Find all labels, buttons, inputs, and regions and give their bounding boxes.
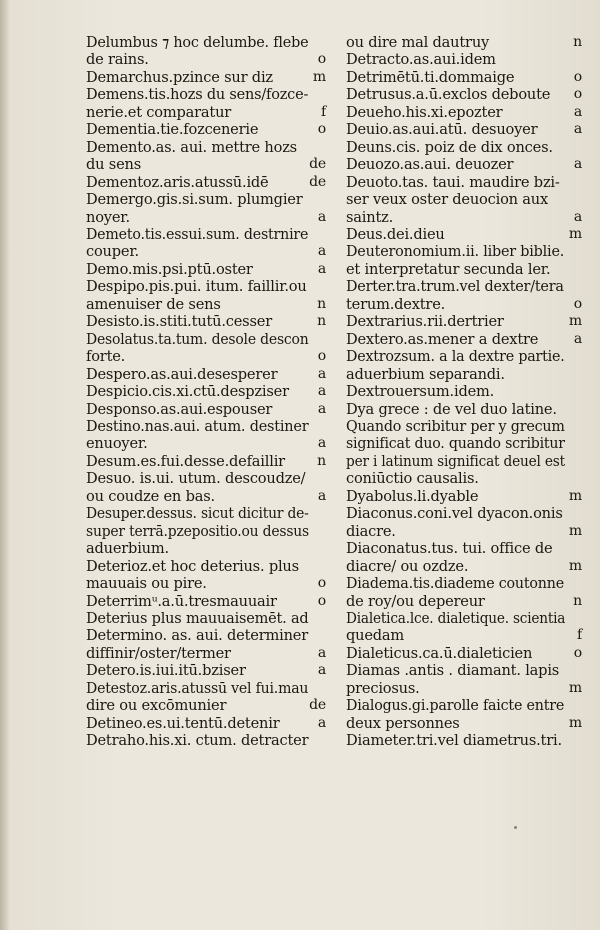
gender-marker: m — [568, 487, 582, 504]
dictionary-entry-line — [86, 680, 326, 697]
gender-marker: de — [309, 173, 326, 190]
entry-text: Detrimētū.ti.dommaige — [346, 68, 515, 86]
dictionary-entry-line — [346, 191, 582, 208]
entry-text: Deuns.cis. poiz de dix onces. — [346, 138, 553, 156]
dictionary-entry-line — [346, 488, 582, 505]
entry-text: Dyabolus.li.dyable — [346, 487, 479, 505]
dictionary-entry-line — [346, 610, 582, 627]
dictionary-entry-line — [346, 523, 582, 540]
gender-marker: m — [568, 714, 582, 731]
gender-marker: n — [317, 295, 326, 312]
gender-marker: m — [568, 225, 582, 242]
dictionary-entry-line — [86, 34, 326, 51]
entry-text: Derter.tra.trum.vel dexter/tera — [346, 278, 564, 296]
gender-marker: a — [317, 365, 326, 382]
dictionary-entry-line — [86, 348, 326, 365]
entry-text: Demo.mis.psi.ptū.oster — [86, 260, 253, 278]
dictionary-entry-line — [346, 558, 582, 575]
dictionary-entry-line — [346, 645, 582, 662]
dictionary-entry-line — [86, 261, 326, 278]
dictionary-entry-line — [346, 139, 582, 156]
gender-marker: n — [317, 452, 326, 469]
dictionary-entry-line — [346, 593, 582, 610]
entry-text: Diadema.tis.diademe coutonne — [346, 575, 564, 593]
dictionary-entry-line — [346, 331, 582, 348]
entry-text: Deuio.as.aui.atū. desuoyer — [346, 121, 538, 139]
entry-text: ou coudze en bas. — [86, 487, 215, 505]
dictionary-entry-line — [86, 366, 326, 383]
entry-text: ou dire mal dautruy — [346, 34, 490, 51]
entry-text: Despipo.pis.pui. itum. faillir.ou — [86, 278, 307, 296]
entry-text: nerie.et comparatur — [86, 103, 232, 121]
gender-marker: f — [321, 103, 326, 120]
gender-marker: m — [568, 557, 582, 574]
entry-text: saintz. — [346, 208, 394, 226]
entry-text: Detracto.as.aui.idem — [346, 51, 496, 69]
dictionary-entry-line — [346, 69, 582, 86]
entry-text: Desisto.is.stiti.tutū.cesser — [86, 313, 272, 331]
left-column — [86, 34, 326, 750]
entry-text: Desum.es.fui.desse.defaillir — [86, 452, 285, 470]
dictionary-entry-line — [86, 139, 326, 156]
dictionary-entry-line — [86, 610, 326, 627]
dictionary-entry-line — [346, 51, 582, 68]
dictionary-entry-line — [346, 697, 582, 714]
dictionary-entry-line — [86, 540, 326, 557]
entry-text: Diaconus.coni.vel dyacon.onis — [346, 505, 563, 523]
gender-marker: a — [317, 662, 326, 679]
entry-text: mauuais ou pire. — [86, 575, 207, 593]
entry-text: Deuozo.as.aui. deuozer — [346, 156, 514, 174]
dictionary-entry-line — [86, 226, 326, 243]
dictionary-entry-line — [86, 209, 326, 226]
gender-marker: m — [568, 679, 582, 696]
dictionary-entry-line — [86, 383, 326, 400]
dictionary-entry-line — [346, 435, 582, 452]
dictionary-entry-line — [86, 331, 326, 348]
gender-marker: a — [317, 400, 326, 417]
dictionary-entry-line — [86, 697, 326, 714]
entry-text: Dialetica.lce. dialetique. scientia — [346, 609, 566, 627]
entry-text: Deterrimᵘ.a.ū.tresmauuair — [86, 592, 277, 610]
entry-text: Detestoz.aris.atussū vel fui.mau — [86, 679, 309, 697]
entry-text: Demergo.gis.si.sum. plumgier — [86, 191, 303, 209]
entry-text: Deuteronomium.ii. liber biblie. — [346, 243, 565, 261]
gender-marker: o — [317, 51, 326, 68]
dictionary-entry-line — [86, 575, 326, 592]
dictionary-entry-line — [86, 156, 326, 173]
dictionary-entry-line — [346, 348, 582, 365]
dictionary-entry-line — [346, 627, 582, 644]
dictionary-entry-line — [346, 174, 582, 191]
entry-text: Demarchus.pzince sur diz — [86, 68, 273, 86]
entry-text: Desolatus.ta.tum. desole descon — [86, 330, 309, 348]
dictionary-entry-line — [86, 732, 326, 749]
dictionary-entry-line — [86, 296, 326, 313]
gender-marker: a — [573, 208, 582, 225]
entry-text: Delumbus ⁊ hoc delumbe. flebe — [86, 34, 309, 51]
entry-text: Diaconatus.tus. tui. office de — [346, 540, 553, 558]
dictionary-entry-line — [346, 680, 582, 697]
dictionary-entry-line — [346, 313, 582, 330]
entry-text: Dextrozsum. a la dextre partie. — [346, 348, 565, 366]
entry-text: et interpretatur secunda ler. — [346, 260, 551, 278]
entry-text: deux personnes — [346, 714, 460, 732]
entry-text: terum.dextre. — [346, 295, 446, 313]
entry-text: Determino. as. aui. determiner — [86, 627, 309, 645]
dictionary-entry-line — [86, 191, 326, 208]
gender-marker: f — [577, 627, 582, 644]
entry-text: Dextero.as.mener a dextre — [346, 330, 539, 348]
entry-text: Demento.as. aui. mettre hozs — [86, 138, 297, 156]
gender-marker: a — [317, 487, 326, 504]
gender-marker: o — [317, 348, 326, 365]
dictionary-entry-line — [346, 540, 582, 557]
dictionary-entry-line — [86, 278, 326, 295]
gender-marker: o — [317, 575, 326, 592]
dictionary-entry-line — [346, 226, 582, 243]
entry-text: super terrā.pzepositio.ou dessus — [86, 522, 309, 540]
entry-text: diffinir/oster/termer — [86, 644, 231, 662]
dictionary-entry-line — [346, 278, 582, 295]
dictionary-entry-line — [346, 86, 582, 103]
dictionary-entry-line — [86, 488, 326, 505]
dictionary-entry-line — [346, 732, 582, 749]
dictionary-entry-line — [86, 51, 326, 68]
entry-text: Quando scribitur per y grecum — [346, 417, 565, 435]
dictionary-entry-line — [346, 296, 582, 313]
dictionary-entry-line — [86, 313, 326, 330]
entry-text: Dialeticus.ca.ū.dialeticien — [346, 644, 533, 662]
dictionary-entry-line — [86, 593, 326, 610]
entry-text: Detero.is.iui.itū.bziser — [86, 662, 246, 680]
dictionary-entry-line — [346, 209, 582, 226]
gender-marker: a — [573, 330, 582, 347]
gender-marker: de — [309, 697, 326, 714]
dictionary-entry-line — [346, 34, 582, 51]
dictionary-entry-line — [346, 104, 582, 121]
gender-marker: a — [317, 435, 326, 452]
dictionary-entry-line — [86, 645, 326, 662]
entry-text: per i latinum significat deuel est — [346, 452, 565, 470]
entry-text: Deuoto.tas. taui. maudire bzi- — [346, 173, 560, 191]
gender-marker: m — [568, 522, 582, 539]
entry-text: Diameter.tri.vel diametrus.tri. — [346, 732, 562, 750]
dictionary-entry-line — [86, 523, 326, 540]
dictionary-entry-line — [86, 104, 326, 121]
dictionary-entry-line — [86, 435, 326, 452]
dictionary-entry-line — [86, 453, 326, 470]
dictionary-entry-line — [86, 715, 326, 732]
dictionary-entry-line — [86, 418, 326, 435]
entry-text: coniūctio causalis. — [346, 470, 479, 488]
entry-text: ser veux oster deuocion aux — [346, 191, 549, 209]
entry-text: de roy/ou depereur — [346, 592, 485, 610]
entry-text: dire ou excōmunier — [86, 697, 227, 715]
entry-text: Despero.as.aui.desesperer — [86, 365, 278, 383]
dictionary-entry-line — [346, 366, 582, 383]
entry-text: Despicio.cis.xi.ctū.despziser — [86, 383, 289, 401]
entry-text: Desuo. is.ui. utum. descoudze/ — [86, 470, 306, 488]
dictionary-entry-line — [86, 470, 326, 487]
entry-text: aduerbium. — [86, 540, 169, 558]
entry-text: significat duo. quando scribitur — [346, 435, 565, 453]
entry-text: Deterioz.et hoc deterius. plus — [86, 557, 299, 575]
dictionary-entry-line — [86, 121, 326, 138]
entry-text: diacre. — [346, 522, 396, 540]
gender-marker: de — [309, 156, 326, 173]
dictionary-entry-line — [346, 261, 582, 278]
gender-marker: a — [317, 243, 326, 260]
dictionary-entry-line — [86, 86, 326, 103]
entry-text: Dextrarius.rii.dertrier — [346, 313, 504, 331]
entry-text: Demens.tis.hozs du sens/fozce- — [86, 86, 309, 104]
gender-marker: m — [568, 313, 582, 330]
dictionary-entry-line — [86, 627, 326, 644]
entry-text: forte. — [86, 348, 126, 366]
dictionary-entry-line — [86, 401, 326, 418]
gender-marker: a — [573, 121, 582, 138]
gender-marker: n — [573, 34, 582, 50]
entry-text: de rains. — [86, 51, 149, 69]
entry-text: Deterius plus mauuaisemēt. ad — [86, 609, 309, 627]
gender-marker: a — [317, 644, 326, 661]
entry-text: Diamas .antis . diamant. lapis — [346, 662, 560, 680]
entry-text: Destino.nas.aui. atum. destiner — [86, 417, 309, 435]
gender-marker: a — [317, 383, 326, 400]
gender-marker: a — [573, 103, 582, 120]
gender-marker: n — [317, 313, 326, 330]
gender-marker: o — [317, 121, 326, 138]
dictionary-entry-line — [346, 505, 582, 522]
gender-marker: a — [317, 208, 326, 225]
entry-text: Detrusus.a.ū.exclos deboute — [346, 86, 551, 104]
dictionary-entry-line — [346, 715, 582, 732]
entry-text: diacre/ ou ozdze. — [346, 557, 469, 575]
dictionary-entry-line — [86, 505, 326, 522]
gender-marker: o — [573, 86, 582, 103]
page-gutter-shadow — [0, 0, 10, 930]
dictionary-entry-line — [346, 156, 582, 173]
dictionary-entry-line — [86, 174, 326, 191]
entry-text: amenuiser de sens — [86, 295, 221, 313]
entry-text: du sens — [86, 156, 141, 174]
dictionary-entry-line — [86, 662, 326, 679]
gender-marker: m — [312, 68, 326, 85]
dictionary-entry-line — [86, 243, 326, 260]
dictionary-entry-line — [346, 575, 582, 592]
dictionary-entry-line — [346, 418, 582, 435]
entry-text: Detraho.his.xi. ctum. detracter — [86, 732, 309, 750]
entry-text: couper. — [86, 243, 139, 261]
gender-marker: a — [317, 260, 326, 277]
entry-text: Demeto.tis.essui.sum. destrnire — [86, 225, 309, 243]
gender-marker: a — [573, 156, 582, 173]
ink-speck — [514, 826, 517, 829]
entry-text: Deueho.his.xi.epozter — [346, 103, 503, 121]
entry-text: Desuper.dessus. sicut dicitur de- — [86, 505, 309, 523]
gender-marker: n — [573, 592, 582, 609]
dictionary-entry-line — [346, 662, 582, 679]
entry-text: Deus.dei.dieu — [346, 225, 445, 243]
entry-text: preciosus. — [346, 679, 420, 697]
entry-text: noyer. — [86, 208, 130, 226]
entry-text: Dialogus.gi.parolle faicte entre — [346, 697, 565, 715]
gender-marker: o — [573, 644, 582, 661]
gender-marker: a — [317, 714, 326, 731]
dictionary-entry-line — [86, 558, 326, 575]
dictionary-entry-line — [346, 383, 582, 400]
dictionary-entry-line — [346, 470, 582, 487]
entry-text: enuoyer. — [86, 435, 148, 453]
right-column — [346, 34, 582, 750]
dictionary-entry-line — [346, 121, 582, 138]
gender-marker: o — [573, 68, 582, 85]
dictionary-entry-line — [346, 401, 582, 418]
entry-text: Detineo.es.ui.tentū.detenir — [86, 714, 280, 732]
dictionary-entry-line — [346, 243, 582, 260]
dictionary-entry-line — [346, 453, 582, 470]
gender-marker: o — [573, 295, 582, 312]
entry-text: Dextrouersum.idem. — [346, 383, 495, 401]
entry-text: Dya grece : de vel duo latine. — [346, 400, 557, 418]
entry-text: quedam — [346, 627, 405, 645]
entry-text: aduerbium separandi. — [346, 365, 505, 383]
entry-text: Dementia.tie.fozcenerie — [86, 121, 259, 139]
entry-text: Desponso.as.aui.espouser — [86, 400, 273, 418]
entry-text: Dementoz.aris.atussū.idē — [86, 173, 269, 191]
gender-marker: o — [317, 592, 326, 609]
dictionary-entry-line — [86, 69, 326, 86]
